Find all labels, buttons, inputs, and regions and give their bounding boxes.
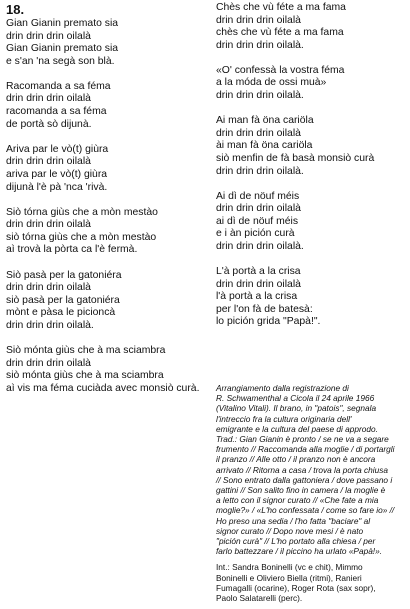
lyric-line: siò menfin de fà basà monsiò curà: [216, 152, 375, 164]
lyric-line: aì trovà la pòrta ca l'è fermà.: [6, 244, 138, 256]
credit-line: Fumagalli (ocarine), Roger Rota (sax sopr),: [216, 582, 376, 593]
note-line: "pición curà" // L'ho portato alla chiesa / per: [216, 536, 376, 547]
notes-box: [216, 383, 408, 603]
lyric-line: drin drin drin oilalà.: [6, 319, 94, 331]
note-line: emigrante e la cultura del paese di approdo.: [216, 423, 378, 434]
lyric-line: «O' confessà la vostra féma: [216, 64, 345, 76]
lyric-line: L'à portà a la crisa: [216, 266, 301, 278]
lyric-line: drin drin drin oilalà: [6, 30, 91, 42]
stanza: [6, 270, 211, 333]
lyric-line: ài man fà öna cariöla: [216, 140, 313, 152]
lyric-line: drin drin drin oilalà: [216, 278, 301, 290]
note-line: il pranzo // Alle otto / il pranzo non è ancora: [216, 454, 376, 465]
lyric-line: Ai man fà öna cariöla: [216, 115, 314, 127]
lyric-line: Gian Gianin premato sia: [6, 43, 119, 55]
stanza: [6, 81, 211, 131]
stanza: [6, 345, 211, 395]
lyric-line: drin drin drin oilalà.: [216, 241, 304, 252]
stanza: [216, 191, 408, 254]
lyric-line: drin drin drin oilalà.: [216, 165, 304, 177]
lyric-line: drin drin drin oilalà: [6, 93, 91, 105]
lyric-line: dijunà l'è pà 'nca 'rivà.: [6, 181, 108, 193]
stanza: [216, 115, 408, 178]
lyric-line: chès che vù féte a ma fama: [216, 27, 344, 39]
stanza: [6, 207, 211, 257]
translation-note: [216, 383, 408, 556]
note-line: farlo battezzare / il piccino ha urlato «Papà!».: [216, 546, 383, 557]
note-line: R. Schwamenthal a Cicola il 24 aprile 1966: [216, 393, 375, 404]
lyric-line: siò pasà per la gatoniéra: [6, 294, 120, 306]
lyric-line: Ai dì de nöuf méis: [216, 190, 300, 202]
credit-line: Int.: Sandra Boninelli (vc e chit), Mimmo: [216, 562, 363, 573]
stanza: [6, 144, 211, 194]
lyric-line: drin drin drin oilalà: [6, 156, 91, 168]
lyric-line: drin drin drin oilalà: [216, 14, 301, 26]
song-number: 18.: [6, 2, 25, 17]
lyric-line: drin drin drin oilalà: [6, 357, 91, 369]
lyrics-right-column: [216, 2, 408, 329]
lyric-line: lo pición grida "Papà!".: [216, 316, 321, 328]
lyric-line: siò mónta giùs che à ma sciambra: [6, 370, 164, 382]
stanza: [216, 65, 408, 103]
note-line: arrivato // Ritorna a casa / trova la porta chiusa: [216, 464, 389, 475]
lyric-line: siò tórna giùs che a mòn mestào: [6, 231, 157, 243]
note-line: Ho preso una sedia / l'ho fatta "baciare" al: [216, 515, 371, 526]
lyric-line: drin drin drin oilalà: [216, 203, 301, 215]
note-line: Arrangiamento dalla registrazione di: [216, 383, 349, 393]
lyric-line: ariva par le vò(t) giùra: [6, 168, 108, 180]
lyric-line: e s'an 'na segà son blà.: [6, 55, 115, 67]
lyric-line: racomanda a sa féma: [6, 106, 107, 118]
lyric-line: drin drin drin oilalà.: [216, 39, 304, 51]
lyric-line: Siò tórna giùs che a mòn mestào: [6, 206, 158, 218]
lyric-line: Chès che vù féte a ma fama: [216, 2, 346, 13]
credit-line: Paolo Salatarelli (perc).: [216, 593, 303, 604]
lyric-line: Gian Gianin premato sia: [6, 18, 119, 29]
note-line: moglie?» / «L'ho confessata / come so fare io» //: [216, 505, 395, 516]
stanza: [216, 266, 408, 329]
credit-line: Boninelli e Oliviero Biella (ritmi), Ranieri: [216, 572, 362, 583]
performer-credits: [216, 562, 408, 603]
note-line: Trad.: Gian Gianin è pronto / se ne va a segare: [216, 434, 389, 445]
lyric-line: per l'on fà de batesà:: [216, 303, 313, 315]
note-line: // Sono entrato dalla gattoniera / dove passano i: [216, 474, 393, 485]
lyric-line: l'à portà a la crisa: [216, 291, 298, 303]
lyric-line: Siò pasà per la gatoniéra: [6, 269, 122, 281]
lyric-line: drin drin drin oilalà: [6, 219, 91, 231]
lyrics-left-column: [6, 2, 211, 395]
lyric-line: mònt e pàsa le picioncà: [6, 307, 116, 319]
lyric-line: e i àn pición curà: [216, 228, 295, 240]
lyric-line: Ariva par le vò(t) giùra: [6, 143, 109, 155]
lyric-line: de portà sò dijunà.: [6, 118, 92, 130]
note-line: signor curato // Dopo nove mesi / è nato: [216, 525, 364, 536]
lyric-line: a la móda de ossi muà»: [216, 77, 327, 89]
note-line: (Vitalino Vitali). Il brano, in "patois", segnala: [216, 403, 377, 414]
note-line: frumento // Raccomanda alla moglie / di portargli: [216, 444, 395, 455]
lyric-line: drin drin drin oilalà.: [216, 90, 304, 102]
note-line: a letto con il signor curato // «Che fate a mia: [216, 495, 379, 506]
stanza: [216, 2, 408, 52]
lyric-line: ai dì de nöuf méis: [216, 215, 299, 227]
note-line: l'intreccio fra la cultura originaria dell': [216, 413, 352, 424]
lyric-line: drin drin drin oilalà: [6, 282, 91, 294]
lyric-line: Racomanda a sa féma: [6, 80, 111, 92]
lyric-line: aì vis ma féma cuciàda avec monsiò curà.: [6, 382, 200, 394]
lyric-line: Siò mónta giùs che à ma sciambra: [6, 344, 166, 356]
stanza: [6, 18, 211, 68]
lyric-line: drin drin drin oilalà: [216, 127, 301, 139]
note-line: gattini // Son salito fino in camera / la moglie è: [216, 485, 386, 496]
